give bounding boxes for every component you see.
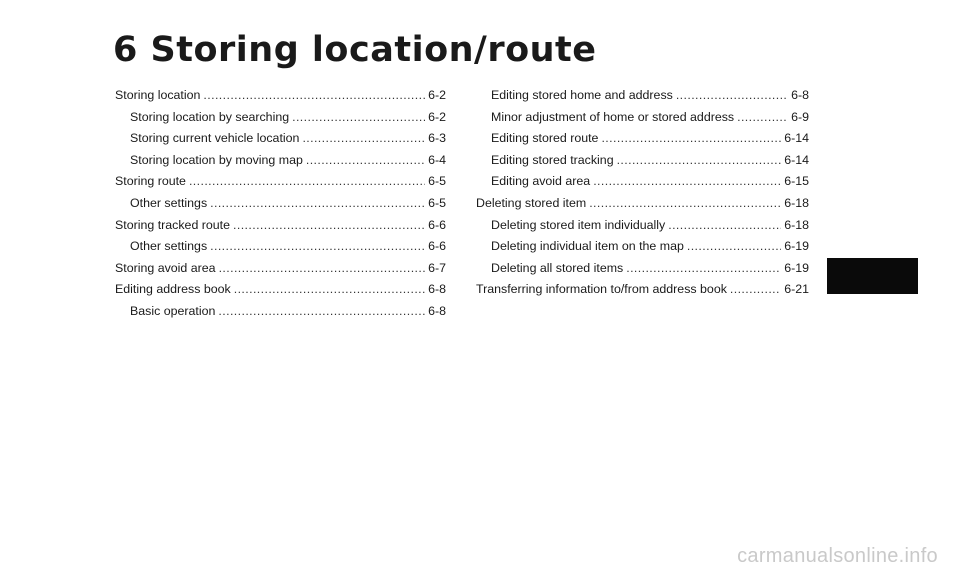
toc-entry-page: 6-14: [784, 131, 809, 146]
dot-leader: [601, 131, 781, 145]
toc-entry-page: 6-7: [428, 260, 446, 275]
toc-entry-label: Storing current vehicle location: [130, 131, 300, 146]
toc-entry[interactable]: [476, 110, 809, 132]
toc-entry[interactable]: [115, 196, 446, 218]
toc-entry[interactable]: [476, 282, 809, 304]
toc-entry[interactable]: [476, 174, 809, 196]
toc-entry-label: Editing avoid area: [491, 174, 591, 189]
toc-entry-page: 6-9: [791, 109, 809, 124]
toc-entry-page: 6-2: [428, 109, 446, 124]
dot-leader: [626, 261, 781, 275]
toc-entry[interactable]: [115, 282, 446, 304]
toc-entry-label: Storing location: [115, 88, 201, 102]
toc-right-column: [476, 88, 809, 304]
toc-entry-label: Deleting all stored items: [491, 260, 624, 275]
toc-entry-page: 6-5: [428, 195, 446, 210]
toc-entry-label: Editing stored tracking: [491, 152, 614, 167]
toc-entry-label: Minor adjustment of home or stored address: [491, 109, 735, 124]
dot-leader: [617, 153, 782, 167]
dot-leader: [219, 261, 426, 275]
dot-leader: [233, 218, 425, 232]
toc-entry[interactable]: [115, 304, 446, 326]
toc-entry-page: 6-18: [784, 195, 809, 210]
dot-leader: [210, 196, 425, 210]
toc-entry-label: Other settings: [130, 239, 208, 254]
toc-entry[interactable]: [476, 131, 809, 153]
toc-entry-label: Basic operation: [130, 303, 216, 318]
toc-entry-label: Storing route: [115, 174, 186, 189]
toc-entry[interactable]: [115, 131, 446, 153]
toc-entry[interactable]: [476, 196, 809, 218]
toc-entry-label: Deleting individual item on the map: [491, 239, 684, 254]
toc-entry[interactable]: [476, 153, 809, 175]
toc-entry[interactable]: [115, 88, 446, 110]
toc-entry[interactable]: [476, 88, 809, 110]
toc-entry-label: Storing tracked route: [115, 217, 231, 232]
toc-entry-page: 6-19: [784, 260, 809, 275]
toc-entry-label: Editing stored route: [491, 131, 599, 146]
toc-entry[interactable]: [476, 218, 809, 240]
dot-leader: [210, 239, 425, 253]
toc-entry-page: 6-3: [428, 131, 446, 146]
toc-entry[interactable]: [476, 239, 809, 261]
toc-entry-label: Deleting stored item: [476, 195, 587, 210]
toc-entry-label: Editing stored home and address: [491, 88, 673, 102]
toc-entry[interactable]: [476, 261, 809, 283]
toc-entry-page: 6-19: [784, 239, 809, 254]
toc-entry-page: 6-15: [784, 174, 809, 189]
toc-entry-label: Storing location by moving map: [130, 152, 303, 167]
toc-entry-page: 6-14: [784, 152, 809, 167]
dot-leader: [737, 110, 788, 124]
toc-entry-label: Transferring information to/from address book: [476, 282, 727, 297]
dot-leader: [668, 218, 781, 232]
toc-entry-page: 6-8: [428, 303, 446, 318]
toc-entry[interactable]: [115, 218, 446, 240]
toc-entry-label: Deleting stored item individually: [491, 217, 666, 232]
dot-leader: [234, 282, 425, 296]
toc-entry-page: 6-6: [428, 217, 446, 232]
dot-leader: [593, 174, 781, 188]
dot-leader: [306, 153, 425, 167]
toc-entry[interactable]: [115, 239, 446, 261]
dot-leader: [292, 110, 425, 124]
toc-entry-page: 6-8: [791, 88, 809, 102]
toc-entry-page: 6-5: [428, 174, 446, 189]
toc-entry-page: 6-6: [428, 239, 446, 254]
toc-entry-label: Other settings: [130, 195, 208, 210]
dot-leader: [730, 282, 781, 296]
chapter-title: 6 Storing location/route: [113, 30, 597, 70]
toc-left-column: [115, 88, 446, 326]
dot-leader: [589, 196, 781, 210]
dot-leader: [687, 239, 781, 253]
toc-entry-page: 6-8: [428, 282, 446, 297]
chapter-tab-marker: [827, 258, 918, 294]
dot-leader: [218, 304, 425, 318]
toc-entry-label: Storing avoid area: [115, 260, 216, 275]
toc-entry[interactable]: [115, 153, 446, 175]
toc-entry[interactable]: [115, 110, 446, 132]
toc-entry-label: Storing location by searching: [130, 109, 290, 124]
dot-leader: [676, 88, 788, 102]
toc-entry[interactable]: [115, 261, 446, 283]
toc-entry-page: 6-21: [784, 282, 809, 297]
dot-leader: [189, 174, 425, 188]
toc-entry-page: 6-2: [428, 88, 446, 102]
toc-entry[interactable]: [115, 174, 446, 196]
toc-entry-page: 6-18: [784, 217, 809, 232]
watermark: carmanualsonline.info: [737, 545, 938, 567]
toc-entry-label: Editing address book: [115, 282, 231, 297]
dot-leader: [302, 131, 425, 145]
toc-entry-page: 6-4: [428, 152, 446, 167]
dot-leader: [203, 88, 425, 102]
